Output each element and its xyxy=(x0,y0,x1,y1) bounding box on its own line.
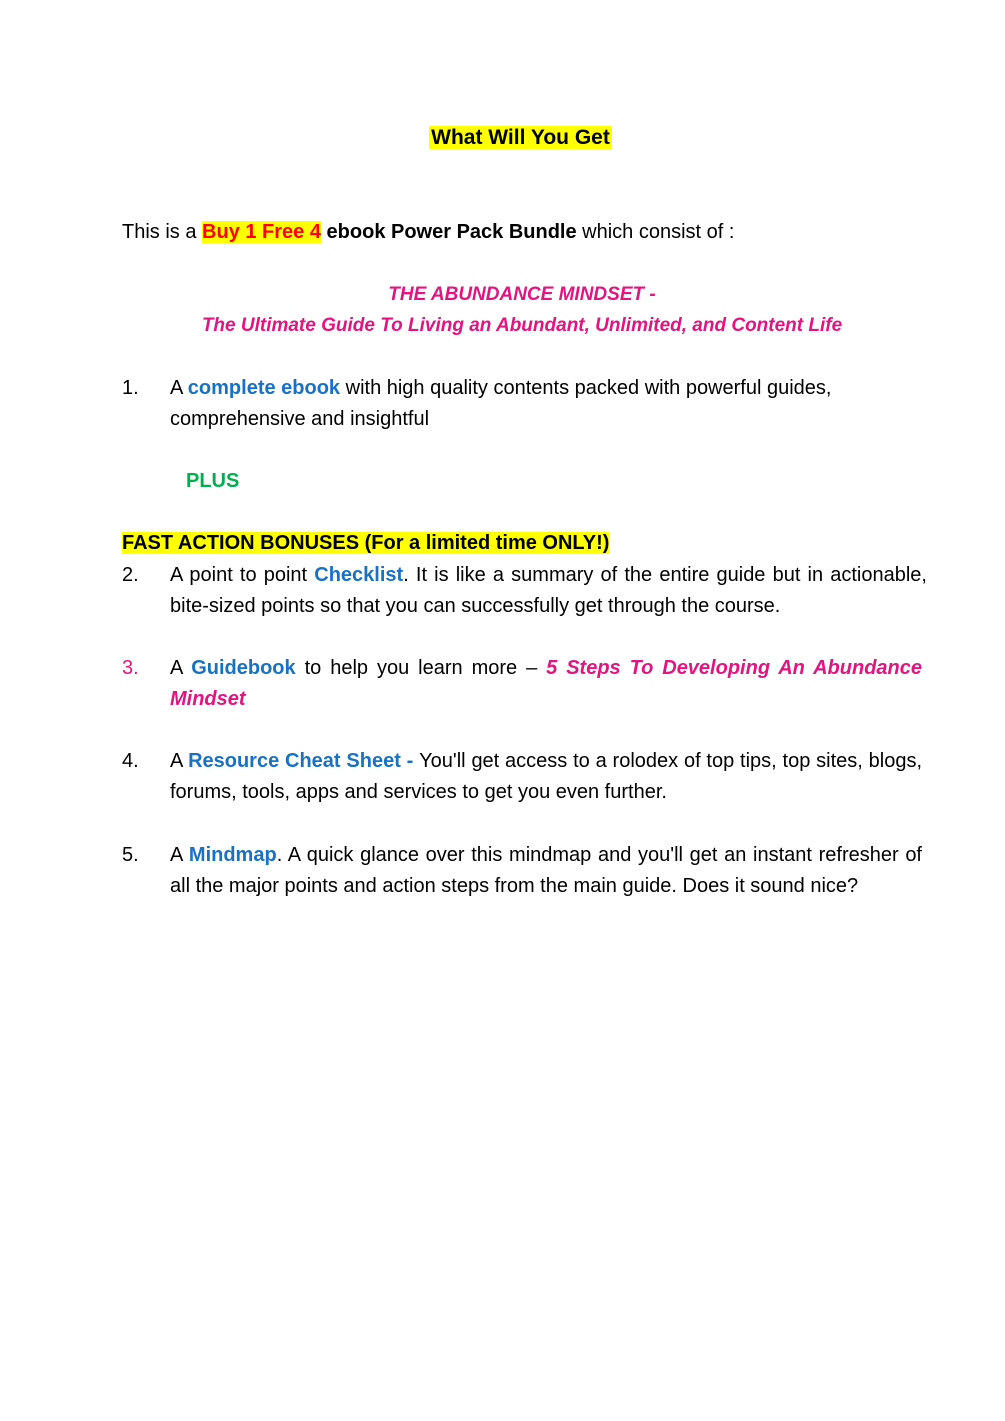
list-item-text xyxy=(170,373,922,435)
list-item-number: 4. xyxy=(122,750,139,772)
intro-suffix: which consist of : xyxy=(576,221,735,243)
page-title xyxy=(18,123,1005,153)
intro-prefix: This is a xyxy=(122,221,203,243)
bonus-heading xyxy=(122,529,609,557)
list-item-prefix: A xyxy=(170,844,189,866)
list-item xyxy=(122,653,922,715)
list-item-keyword: Resource Cheat Sheet xyxy=(188,750,401,772)
list-item xyxy=(122,746,922,808)
subtitle-line-2: The Ultimate Guide To Living an Abundant, Unlimited, and Content Life xyxy=(201,315,843,336)
page-title-text: What Will You Get xyxy=(431,126,610,149)
intro-highlight: Buy 1 Free 4 xyxy=(202,221,321,243)
list-item-separator: - xyxy=(400,750,420,772)
list-item-body: to help you learn more – xyxy=(295,657,547,679)
list-item-emphasis: 5 Steps To Developing An Abundance Mindset xyxy=(170,657,922,710)
list-item-body: with high quality contents packed with powerful guides, comprehensive and insightful xyxy=(170,377,832,430)
bonus-heading-text: FAST ACTION BONUSES (For a limited time ONLY!) xyxy=(122,532,610,554)
plus-label: PLUS xyxy=(186,470,240,492)
list-item-keyword: complete ebook xyxy=(187,377,341,399)
list-item-prefix: A xyxy=(170,750,189,772)
list-item-number: 1. xyxy=(122,377,139,399)
list-item-prefix: A point to point xyxy=(170,564,315,586)
list-item-number: 5. xyxy=(122,844,139,866)
list-item-keyword: Guidebook xyxy=(191,657,296,679)
list-item-prefix: A xyxy=(170,377,188,399)
list-item xyxy=(122,373,922,435)
list-item-number: 3. xyxy=(122,657,139,679)
list-item-body: . A quick glance over this mindmap and you'll get an instant refresher of all the major points and action steps from the main guide. Does it sound nice? xyxy=(170,844,922,897)
list-item-keyword: Mindmap xyxy=(188,844,277,866)
list-item-text xyxy=(170,560,927,622)
list-item-prefix: A xyxy=(170,657,192,679)
list-item xyxy=(122,560,927,622)
list-item-text xyxy=(170,653,922,715)
intro-bold: ebook Power Pack Bundle xyxy=(320,221,577,243)
list-item-text xyxy=(170,840,922,902)
list-item-keyword: Checklist xyxy=(314,564,404,586)
list-item-text xyxy=(170,746,922,808)
subtitle-line-1: THE ABUNDANCE MINDSET - xyxy=(388,284,656,305)
list-item-body: You'll get access to a rolodex of top tips, top sites, blogs, forums, tools, apps and services to get you even further. xyxy=(170,750,923,803)
list-item-number: 2. xyxy=(122,564,139,586)
list-item xyxy=(122,840,922,902)
list-item-body: . It is like a summary of the entire guide but in actionable, bite-sized points so that you can successfully get through the course. xyxy=(170,564,927,617)
intro-paragraph xyxy=(122,218,942,246)
